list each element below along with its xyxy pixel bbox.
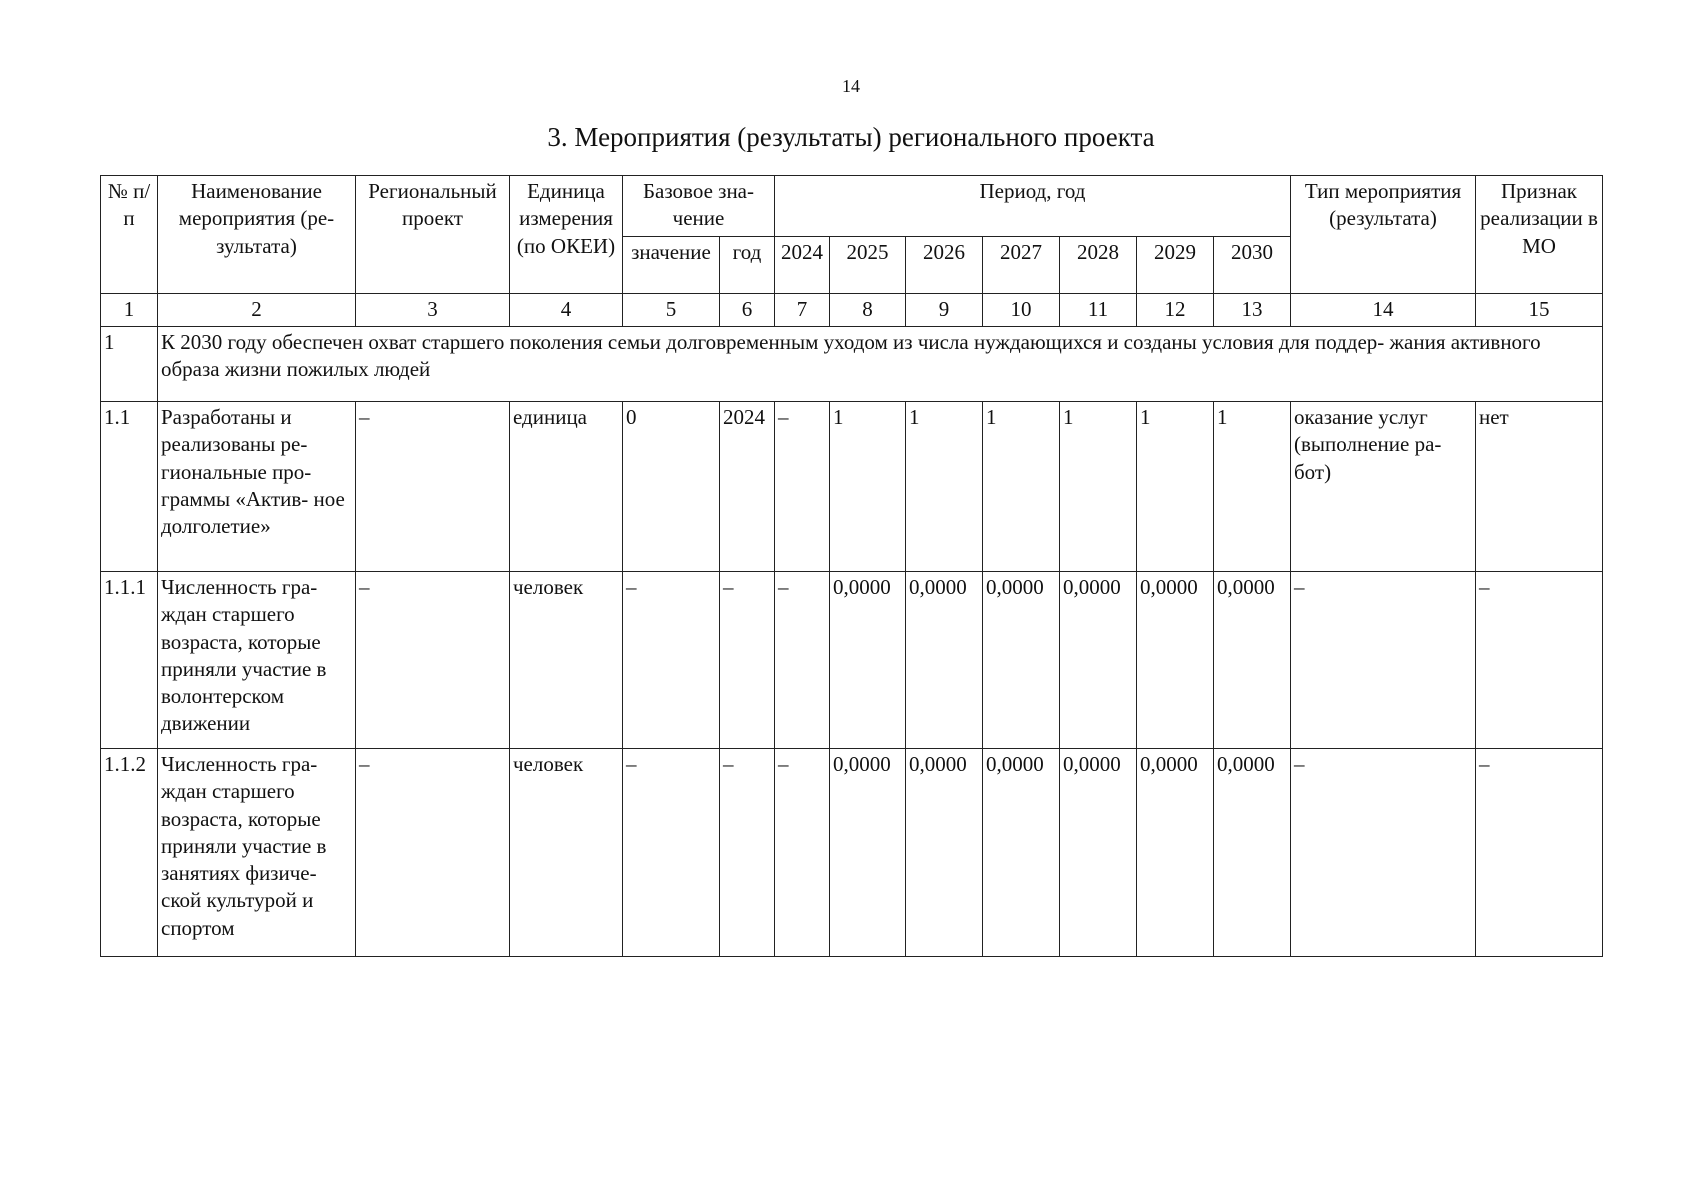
section-text: К 2030 году обеспечен охват старшего поколения семьи долговременным уходом из числа нуждающихся и созданы условия для поддер- жания активного образа жизни пожилых людей <box>158 327 1603 402</box>
row-mo-sign: – <box>1476 572 1603 749</box>
row-regional-project: – <box>356 749 510 957</box>
row-mo-sign: нет <box>1476 402 1603 572</box>
header-base-value-value: значение <box>623 237 720 294</box>
header-year-2025: 2025 <box>830 237 906 294</box>
row-num: 1.1.1 <box>101 572 158 749</box>
header-year-2026: 2026 <box>906 237 983 294</box>
row-year-2030: 0,0000 <box>1214 572 1291 749</box>
row-year-2029: 1 <box>1137 402 1214 572</box>
header-type: Тип мероприятия (результата) <box>1291 176 1476 294</box>
column-number: 6 <box>720 294 775 327</box>
page-number: 14 <box>842 76 860 96</box>
row-year-2025: 1 <box>830 402 906 572</box>
row-name: Разработаны и реализованы ре- гиональные про- граммы «Актив- ное долголетие» <box>158 402 356 572</box>
row-base-year: – <box>720 749 775 957</box>
row-year-2027: 0,0000 <box>983 572 1060 749</box>
row-base-value: – <box>623 749 720 957</box>
column-number-row <box>101 294 1603 327</box>
header-row-1 <box>101 176 1603 237</box>
table-row <box>101 572 1603 749</box>
header-period: Период, год <box>775 176 1291 237</box>
header-regional-project: Региональный проект <box>356 176 510 294</box>
row-unit: человек <box>510 749 623 957</box>
row-base-value: 0 <box>623 402 720 572</box>
column-number: 7 <box>775 294 830 327</box>
row-year-2026: 1 <box>906 402 983 572</box>
row-num: 1.1.2 <box>101 749 158 957</box>
row-year-2025: 0,0000 <box>830 572 906 749</box>
column-number: 5 <box>623 294 720 327</box>
column-number: 11 <box>1060 294 1137 327</box>
row-unit: человек <box>510 572 623 749</box>
column-number: 13 <box>1214 294 1291 327</box>
column-number: 2 <box>158 294 356 327</box>
results-table <box>100 175 1603 957</box>
row-year-2030: 1 <box>1214 402 1291 572</box>
table-row <box>101 749 1603 957</box>
row-year-2028: 1 <box>1060 402 1137 572</box>
row-num: 1.1 <box>101 402 158 572</box>
section-num: 1 <box>101 327 158 402</box>
row-name: Численность гра- ждан старшего возраста, которые приняли участие в занятиях физиче- ской культурой и спортом <box>158 749 356 957</box>
row-year-2024: – <box>775 572 830 749</box>
row-name: Численность гра- ждан старшего возраста, которые приняли участие в волонтерском движении <box>158 572 356 749</box>
row-mo-sign: – <box>1476 749 1603 957</box>
row-year-2024: – <box>775 749 830 957</box>
row-regional-project: – <box>356 572 510 749</box>
row-year-2030: 0,0000 <box>1214 749 1291 957</box>
header-year-2030: 2030 <box>1214 237 1291 294</box>
column-number: 15 <box>1476 294 1603 327</box>
row-year-2029: 0,0000 <box>1137 572 1214 749</box>
row-type: – <box>1291 572 1476 749</box>
row-year-2027: 1 <box>983 402 1060 572</box>
row-year-2026: 0,0000 <box>906 572 983 749</box>
row-type: – <box>1291 749 1476 957</box>
row-regional-project: – <box>356 402 510 572</box>
row-year-2026: 0,0000 <box>906 749 983 957</box>
column-number: 8 <box>830 294 906 327</box>
column-number: 4 <box>510 294 623 327</box>
row-year-2029: 0,0000 <box>1137 749 1214 957</box>
header-num: № п/п <box>101 176 158 294</box>
row-year-2024: – <box>775 402 830 572</box>
table-row <box>101 402 1603 572</box>
row-base-value: – <box>623 572 720 749</box>
header-base-value-year: год <box>720 237 775 294</box>
row-base-year: 2024 <box>720 402 775 572</box>
row-year-2028: 0,0000 <box>1060 749 1137 957</box>
header-mo-sign: Признак реализации в МО <box>1476 176 1603 294</box>
row-year-2027: 0,0000 <box>983 749 1060 957</box>
header-base-value: Базовое зна- чение <box>623 176 775 237</box>
column-number: 12 <box>1137 294 1214 327</box>
column-number: 14 <box>1291 294 1476 327</box>
row-unit: единица <box>510 402 623 572</box>
column-number: 10 <box>983 294 1060 327</box>
column-number: 3 <box>356 294 510 327</box>
header-year-2028: 2028 <box>1060 237 1137 294</box>
row-base-year: – <box>720 572 775 749</box>
row-year-2028: 0,0000 <box>1060 572 1137 749</box>
header-year-2027: 2027 <box>983 237 1060 294</box>
column-number: 1 <box>101 294 158 327</box>
column-number: 9 <box>906 294 983 327</box>
header-unit: Единица измерения (по ОКЕИ) <box>510 176 623 294</box>
document-title: 3. Мероприятия (результаты) регионального проекта <box>547 122 1155 152</box>
row-type: оказание услуг (выполнение ра- бот) <box>1291 402 1476 572</box>
header-name: Наименование мероприятия (ре- зультата) <box>158 176 356 294</box>
header-year-2024: 2024 <box>775 237 830 294</box>
row-year-2025: 0,0000 <box>830 749 906 957</box>
section-row <box>101 327 1603 402</box>
header-year-2029: 2029 <box>1137 237 1214 294</box>
